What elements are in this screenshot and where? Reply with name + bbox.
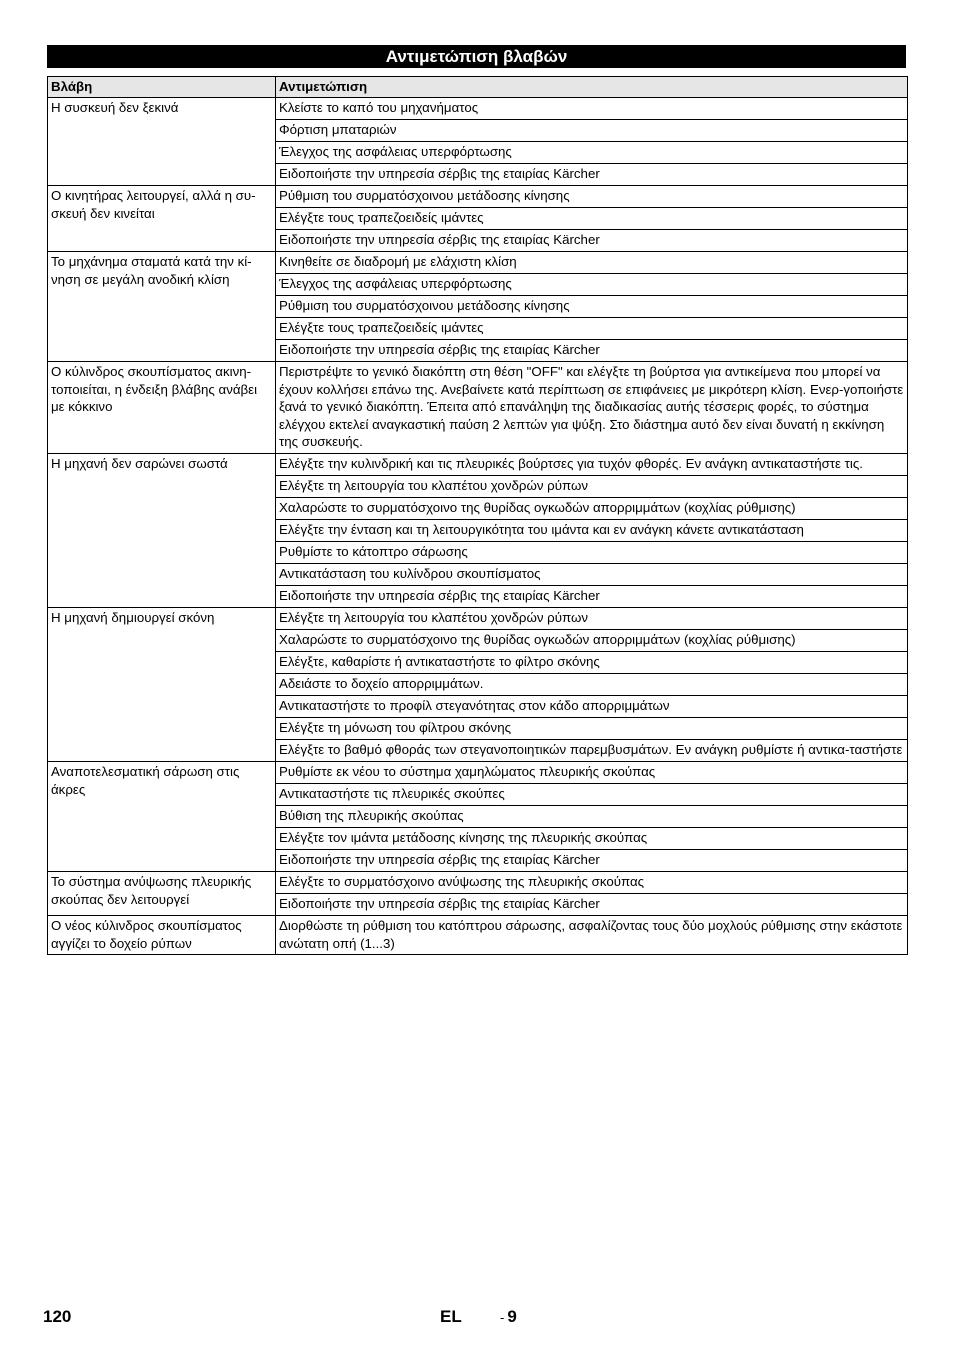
remedy-cell: Ειδοποιήστε την υπηρεσία σέρβις της εταιρίας Kärcher bbox=[276, 585, 908, 607]
table-row bbox=[48, 251, 908, 273]
fault-cell: Ο κινητήρας λειτουργεί, αλλά η συ-σκευή δεν κινείται bbox=[48, 185, 276, 251]
fault-cell: Το σύστημα ανύψωσης πλευρικής σκούπας δεν λειτουργεί bbox=[48, 871, 276, 915]
table-row bbox=[48, 97, 908, 119]
remedy-cell: Χαλαρώστε το συρματόσχοινο της θυρίδας ογκωδών απορριμμάτων (κοχλίας ρύθμισης) bbox=[276, 629, 908, 651]
remedy-cell: Αντικαταστήστε το προφίλ στεγανότητας στον κάδο απορριμμάτων bbox=[276, 695, 908, 717]
page-title: Αντιμετώπιση βλαβών bbox=[47, 45, 906, 68]
remedy-cell: Φόρτιση μπαταριών bbox=[276, 119, 908, 141]
remedy-cell: Χαλαρώστε το συρματόσχοινο της θυρίδας ογκωδών απορριμμάτων (κοχλίας ρύθμισης) bbox=[276, 497, 908, 519]
remedy-cell: Ρύθμιση του συρματόσχοινου μετάδοσης κίνησης bbox=[276, 185, 908, 207]
language-code: EL bbox=[440, 1307, 462, 1326]
column-header-remedy: Αντιμετώπιση bbox=[276, 77, 908, 98]
table-body bbox=[48, 97, 908, 955]
fault-cell: Η συσκευή δεν ξεκινά bbox=[48, 97, 276, 185]
remedy-cell: Ελέγξτε τη μόνωση του φίλτρου σκόνης bbox=[276, 717, 908, 739]
remedy-cell: Έλεγχος της ασφάλειας υπερφόρτωσης bbox=[276, 141, 908, 163]
fault-cell: Η μηχανή δημιουργεί σκόνη bbox=[48, 607, 276, 761]
section-dash: - bbox=[500, 1310, 505, 1325]
column-header-fault: Βλάβη bbox=[48, 77, 276, 98]
remedy-cell: Ειδοποιήστε την υπηρεσία σέρβις της εταιρίας Kärcher bbox=[276, 849, 908, 871]
remedy-cell: Ειδοποιήστε την υπηρεσία σέρβις της εταιρίας Kärcher bbox=[276, 339, 908, 361]
remedy-cell: Αντικαταστήστε τις πλευρικές σκούπες bbox=[276, 783, 908, 805]
remedy-cell: Ειδοποιήστε την υπηρεσία σέρβις της εταιρίας Kärcher bbox=[276, 229, 908, 251]
remedy-cell: Ειδοποιήστε την υπηρεσία σέρβις της εταιρίας Kärcher bbox=[276, 163, 908, 185]
table-row bbox=[48, 361, 908, 453]
remedy-cell: Έλεγχος της ασφάλειας υπερφόρτωσης bbox=[276, 273, 908, 295]
remedy-cell: Ελέγξτε το βαθμό φθοράς των στεγανοποιητικών παρεμβυσμάτων. Εν ανάγκη ρυθμίστε ή αντικα-ταστήστε bbox=[276, 739, 908, 761]
remedy-cell: Ελέγξτε τους τραπεζοειδείς ιμάντες bbox=[276, 207, 908, 229]
table-row bbox=[48, 915, 908, 955]
table-row bbox=[48, 761, 908, 783]
remedy-cell: Ρυθμίστε το κάτοπτρο σάρωσης bbox=[276, 541, 908, 563]
page-number: 120 bbox=[43, 1307, 72, 1326]
remedy-cell: Αντικατάσταση του κυλίνδρου σκουπίσματος bbox=[276, 563, 908, 585]
remedy-cell: Διορθώστε τη ρύθμιση του κατόπτρου σάρωσης, ασφαλίζοντας τους δύο μοχλούς ρύθμισης στην εκάστοτε ανώτατη οπή (1...3) bbox=[276, 915, 908, 955]
remedy-cell: Ελέγξτε τη λειτουργία του κλαπέτου χονδρών ρύπων bbox=[276, 475, 908, 497]
fault-cell: Αναποτελεσματική σάρωση στις άκρες bbox=[48, 761, 276, 871]
table-header-row bbox=[48, 77, 908, 98]
remedy-cell: Ελέγξτε το συρματόσχοινο ανύψωσης της πλευρικής σκούπας bbox=[276, 871, 908, 893]
remedy-cell: Κινηθείτε σε διαδρομή με ελάχιστη κλίση bbox=[276, 251, 908, 273]
table-row bbox=[48, 453, 908, 475]
section-number bbox=[500, 1307, 517, 1327]
remedy-cell: Ελέγξτε, καθαρίστε ή αντικαταστήστε το φίλτρο σκόνης bbox=[276, 651, 908, 673]
remedy-cell: Ελέγξτε τους τραπεζοειδείς ιμάντες bbox=[276, 317, 908, 339]
remedy-cell: Ελέγξτε τη λειτουργία του κλαπέτου χονδρών ρύπων bbox=[276, 607, 908, 629]
troubleshooting-table bbox=[47, 76, 908, 955]
fault-cell: Το μηχάνημα σταματά κατά την κί-νηση σε μεγάλη ανοδική κλίση bbox=[48, 251, 276, 361]
remedy-cell: Ρυθμίστε εκ νέου το σύστημα χαμηλώματος πλευρικής σκούπας bbox=[276, 761, 908, 783]
remedy-cell: Κλείστε το καπό του μηχανήματος bbox=[276, 97, 908, 119]
section-number-value: 9 bbox=[507, 1307, 517, 1326]
remedy-cell: Αδειάστε το δοχείο απορριμμάτων. bbox=[276, 673, 908, 695]
table-row bbox=[48, 607, 908, 629]
remedy-cell: Περιστρέψτε το γενικό διακόπτη στη θέση "OFF" και ελέγξτε τη βούρτσα για αντικείμενα που μπορεί να έχουν κολλήσει επάνω της. Ανεβαίνετε κατά περίπτωση σε επιφάνειες με μικρότερη κλίση. Ενερ-γοποιήστε ξανά το γενικό διακόπτη. Έπειτα από επανάληψη της διαδικασίας αυτής τέσσερις φορές, το σύστημα ελέγχου εκτελεί αναγκαστική παύση 2 λεπτών για ψύξη. Στο διάστημα αυτό δεν είναι δυνατή η εκκίνηση της συσκευής. bbox=[276, 361, 908, 453]
fault-cell: Ο νέος κύλινδρος σκουπίσματος αγγίζει το δοχείο ρύπων bbox=[48, 915, 276, 955]
remedy-cell: Ελέγξτε την ένταση και τη λειτουργικότητα του ιμάντα και εν ανάγκη κάνετε αντικατάσταση bbox=[276, 519, 908, 541]
remedy-cell: Ελέγξτε την κυλινδρική και τις πλευρικές βούρτσες για τυχόν φθορές. Εν ανάγκη αντικαταστήστε τις. bbox=[276, 453, 908, 475]
remedy-cell: Ειδοποιήστε την υπηρεσία σέρβις της εταιρίας Kärcher bbox=[276, 893, 908, 915]
remedy-cell: Βύθιση της πλευρικής σκούπας bbox=[276, 805, 908, 827]
table-row bbox=[48, 871, 908, 893]
remedy-cell: Ελέγξτε τον ιμάντα μετάδοσης κίνησης της πλευρικής σκούπας bbox=[276, 827, 908, 849]
fault-cell: Η μηχανή δεν σαρώνει σωστά bbox=[48, 453, 276, 607]
fault-cell: Ο κύλινδρος σκουπίσματος ακινη-τοποιείται, η ένδειξη βλάβης ανάβει με κόκκινο bbox=[48, 361, 276, 453]
remedy-cell: Ρύθμιση του συρματόσχοινου μετάδοσης κίνησης bbox=[276, 295, 908, 317]
table-row bbox=[48, 185, 908, 207]
